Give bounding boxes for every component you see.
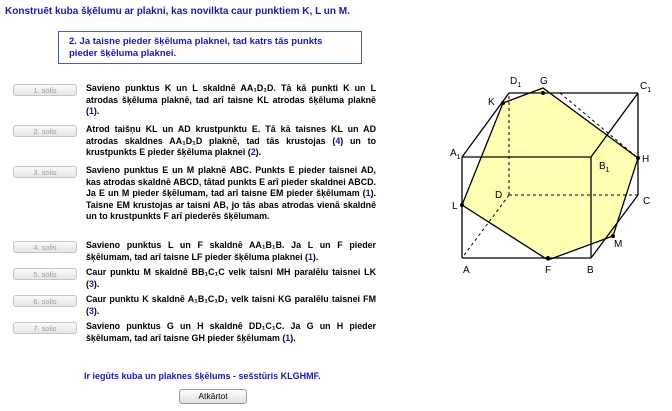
label-D: D [495,190,503,201]
step-5-button[interactable]: 5. solis [13,268,77,280]
step-5-text: Caur punktu M skaldnē BB₁C₁C velk taisni MH paralēlu taisnei LK (3). [86,267,376,289]
step-6-text: Caur punktu K skaldnē A₁B₁C₁D₁ velk taisni KG paralēlu taisnei FM (3). [86,294,376,316]
step-7-text: Savieno punktus G un H skaldnē DD₁C₁C. Ja G un H pieder šķēlumam, tad arī taisne GH pieder šķēlumam (1). [86,321,376,343]
reset-button[interactable]: Atkārtot [179,389,247,404]
label-H: H [642,154,650,165]
step-1-button[interactable]: 1. solis [13,84,77,96]
point-L [460,203,464,207]
label-C1: $C_1$ [640,81,652,94]
step-2-text: Atrod taišņu KL un AD krustpunktu E. Tā kā taisnes KL un AD atrodas skaldnes AA₁D₁D plaknē, tad tās krustojas (4) un to krustpunkts E pieder šķēluma plaknei (2). [86,124,377,157]
label-M: M [614,239,623,250]
point-M [611,234,615,238]
label-C: C [643,196,651,207]
hint-box: 2. Ja taisne pieder šķēluma plaknei, tad katrs tās punkts pieder šķēluma plaknei. [58,31,362,64]
label-B: B [587,265,594,276]
step-4-text: Savieno punktus L un F skaldnē AA₁B₁B. Ja L un F pieder šķēlumam, tad arī taisne LF pieder šķēluma plaknei (1). [86,240,376,262]
page-title: Konstruēt kuba šķēlumu ar plakni, kas novilkta caur punktiem K, L un M. [5,6,350,17]
label-A1: $A_1$ [450,148,461,161]
step-2-button[interactable]: 2. solis [13,125,77,137]
label-L: L [452,201,458,212]
label-B1: $B_1$ [599,161,610,174]
point-F [546,256,550,260]
step-3-button[interactable]: 3. solis [13,166,77,178]
step-4-button[interactable]: 4. solis [13,241,77,253]
label-A: A [463,265,470,276]
step-7-button[interactable]: 7. solis [13,322,77,334]
label-G: G [540,76,548,87]
step-1-text: Savieno punktus K un L skaldnē AA₁D₁D. Tā kā punkti K un L atrodas šķēluma plaknē, tad arī taisne KL atrodas šķēluma plaknē (1). [86,83,376,116]
label-D1: $D_1$ [510,76,522,89]
step-6-button[interactable]: 6. solis [13,295,77,307]
conclusion-text: Ir iegūts kuba un plaknes šķēlums - sešstūris KLGHMF. [84,371,321,381]
point-G [541,91,545,95]
step-3-text: Savieno punktus E un M plaknē ABC. Punkts E pieder taisnei AD, kas atrodas skaldnē ABCD, tātad punkts E arī pieder skaldnei ABCD. Ja E un M pieder šķēlumam, tad arī taisne EM pieder šķēlumam (1). Taisne EM krustojas ar taisni AB, jo tās abas atrodas vienā skaldnē un to krustpunkts F arī piederēs šķēlumam. [86,165,376,221]
section-hexagon [462,88,638,260]
label-K: K [488,97,495,108]
label-F: F [545,265,552,276]
point-K [501,101,505,105]
point-H [636,156,640,160]
